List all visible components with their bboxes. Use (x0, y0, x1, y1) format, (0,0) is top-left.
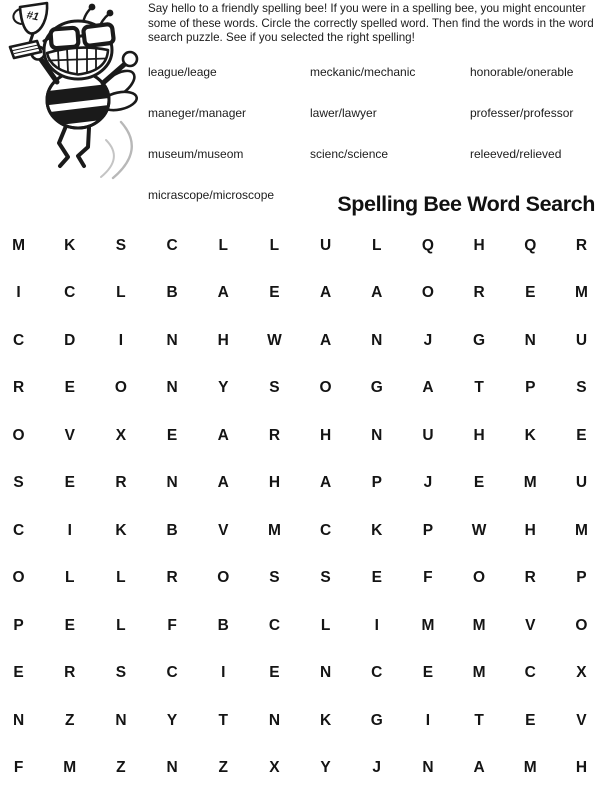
grid-letter: M (472, 664, 486, 682)
grid-letter: E (422, 664, 434, 682)
grid-letter: L (65, 569, 75, 587)
grid-letter: H (524, 521, 536, 539)
grid-letter: G (473, 331, 486, 349)
grid-letter: N (524, 331, 536, 349)
grid-letter: H (268, 474, 281, 492)
grid-letter: T (474, 711, 484, 729)
grid-letter: Y (218, 379, 229, 397)
grid-letter: F (13, 759, 24, 777)
word-pair: micrascope/microscope (148, 188, 275, 202)
word-pair: league/leage (148, 65, 217, 79)
grid-letter: N (166, 759, 178, 777)
grid-letter: N (268, 711, 281, 729)
grid-letter: Z (116, 759, 126, 777)
grid-letter: L (116, 284, 126, 302)
word-pair: maneger/manager (148, 106, 247, 120)
grid-letter: J (423, 474, 433, 492)
grid-letter: I (118, 331, 124, 349)
grid-letter: M (472, 616, 486, 634)
bee-antenna (89, 4, 96, 11)
grid-letter: C (166, 664, 178, 682)
grid-letter: P (576, 569, 587, 587)
grid-letter: R (473, 284, 485, 302)
grid-letter: M (421, 616, 435, 634)
motion-line-icon (113, 122, 132, 178)
grid-letter: N (371, 331, 383, 349)
grid-letter: N (166, 379, 178, 397)
word-pair: releeved/relieved (470, 147, 562, 161)
grid-letter: C (371, 664, 383, 682)
grid-letter: N (371, 426, 383, 444)
grid-letter: J (372, 759, 382, 777)
grid-letter: H (319, 426, 332, 444)
word-list-column-1 (148, 66, 274, 230)
grid-letter: Y (320, 759, 331, 777)
grid-letter: O (12, 426, 25, 444)
word-pair: honorable/onerable (470, 65, 574, 79)
grid-letter: E (473, 474, 485, 492)
word-pair: museum/museom (148, 147, 244, 161)
grid-letter: S (269, 379, 280, 397)
grid-letter: E (64, 616, 75, 634)
grid-letter: X (115, 426, 127, 444)
grid-letter: Q (524, 236, 537, 254)
grid-letter: I (425, 711, 431, 729)
grid-letter: E (269, 284, 280, 302)
grid-letter: C (319, 521, 332, 539)
grid-letter: L (116, 569, 126, 587)
grid-letter: V (218, 521, 229, 539)
grid-letter: G (370, 711, 383, 729)
grid-letter: K (319, 711, 332, 729)
grid-letter: H (473, 426, 485, 444)
grid-letter: R (524, 569, 536, 587)
grid-letter: K (524, 426, 536, 444)
grid-letter: N (166, 331, 178, 349)
grid-letter: R (12, 379, 25, 397)
grid-letter: M (63, 759, 77, 777)
grid-letter: P (371, 474, 382, 492)
grid-letter: V (525, 616, 536, 634)
grid-letter: M (267, 521, 281, 539)
bee-hand (123, 52, 137, 66)
bee-mascot-illustration (0, 0, 148, 188)
bee-antenna (107, 10, 114, 17)
grid-letter: M (574, 521, 588, 539)
grid-letter: O (575, 616, 588, 634)
grid-letter: R (115, 474, 127, 492)
grid-letter: O (319, 379, 332, 397)
grid-letter: S (269, 569, 280, 587)
grid-letter: A (319, 474, 332, 492)
grid-letter: L (218, 236, 228, 254)
grid-letter: H (473, 236, 485, 254)
instructions-text: Say hello to a friendly spelling bee! If you were in a spelling bee, you might encounter some of these words. Circle the correctly spelled word. Then find the words in the word search puzzle. See if you selected the right spelling! (148, 2, 594, 45)
grid-letter: K (115, 521, 127, 539)
grid-letter: R (166, 569, 178, 587)
grid-letter: S (115, 664, 127, 682)
grid-letter: U (319, 236, 332, 254)
grid-letter: A (217, 474, 229, 492)
grid-letter: L (269, 236, 280, 254)
grid-letter: W (267, 331, 282, 349)
grid-letter: C (12, 331, 25, 349)
grid-letter: N (166, 474, 178, 492)
grid-letter: O (421, 284, 434, 302)
grid-letter: H (217, 331, 229, 349)
grid-letter: P (422, 521, 434, 539)
grid-letter: N (319, 664, 332, 682)
grid-letter: F (423, 569, 433, 587)
grid-letter: E (525, 284, 536, 302)
word-pair: meckanic/mechanic (310, 65, 416, 79)
grid-letter: C (268, 616, 281, 634)
grid-letter: D (64, 331, 76, 349)
grid-letter: N (12, 711, 25, 729)
grid-letter: I (67, 521, 72, 539)
grid-letter: S (13, 474, 24, 492)
grid-letter: L (320, 616, 331, 634)
grid-letter: A (371, 284, 383, 302)
word-search-grid (0, 222, 600, 792)
grid-letter: U (422, 426, 434, 444)
grid-letter: Q (421, 236, 434, 254)
grid-letter: A (217, 426, 229, 444)
grid-letter: J (423, 331, 433, 349)
word-pair: scienc/science (310, 147, 389, 161)
grid-letter: S (115, 236, 127, 254)
bee-leg (59, 126, 68, 166)
grid-letter: R (64, 664, 76, 682)
grid-letter: U (575, 474, 588, 492)
grid-letter: Y (166, 711, 178, 729)
grid-letter: C (524, 664, 536, 682)
word-list-column-2 (310, 66, 415, 189)
grid-letter: M (523, 759, 537, 777)
grid-letter: W (471, 521, 487, 539)
word-list-column-3 (470, 66, 573, 189)
grid-letter: O (114, 379, 127, 397)
grid-letter: C (64, 284, 76, 302)
grid-letter: P (525, 379, 536, 397)
grid-letter: M (523, 474, 537, 492)
grid-letter: V (64, 426, 75, 444)
grid-letter: E (13, 664, 24, 682)
bee-leg (78, 128, 89, 166)
word-pair: professer/professor (470, 106, 574, 120)
grid-letter: G (370, 379, 383, 397)
grid-letter: E (525, 711, 536, 729)
grid-letter: A (473, 759, 485, 777)
grid-letter: B (166, 284, 178, 302)
grid-letter: L (372, 236, 382, 254)
grid-letter: C (12, 521, 25, 539)
grid-letter: I (221, 664, 226, 682)
grid-letter: E (64, 379, 75, 397)
grid-letter: B (217, 616, 229, 634)
grid-letter: E (371, 569, 382, 587)
grid-letter: B (166, 521, 178, 539)
grid-letter: X (576, 664, 587, 682)
grid-letter: T (218, 711, 228, 729)
grid-letter: R (575, 236, 588, 254)
grid-letter: O (473, 569, 486, 587)
grid-letter: O (217, 569, 230, 587)
grid-letter: E (166, 426, 178, 444)
grid-letter: T (474, 379, 484, 397)
grid-letter: X (269, 759, 280, 777)
grid-letter: O (12, 569, 25, 587)
grid-letter: M (12, 236, 26, 254)
grid-letter: M (574, 284, 588, 302)
grid-letter: P (13, 616, 24, 634)
grid-letter: I (374, 616, 379, 634)
grid-letter: R (268, 426, 281, 444)
word-pair: lawer/lawyer (310, 106, 377, 120)
grid-letter: N (422, 759, 434, 777)
grid-letter: N (115, 711, 127, 729)
trophy-label: #1 (25, 9, 40, 24)
grid-letter: A (319, 331, 332, 349)
grid-letter: H (575, 759, 588, 777)
grid-letter: K (64, 236, 76, 254)
grid-letter: E (576, 426, 587, 444)
grid-letter: Z (65, 711, 75, 729)
grid-letter: L (116, 616, 126, 634)
grid-letter: C (166, 236, 178, 254)
grid-letter: E (269, 664, 280, 682)
grid-letter: V (576, 711, 587, 729)
grid-letter: U (575, 331, 588, 349)
grid-letter: K (371, 521, 383, 539)
grid-letter: S (576, 379, 587, 397)
grid-letter: A (422, 379, 434, 397)
grid-letter: F (167, 616, 177, 634)
grid-letter: A (217, 284, 229, 302)
motion-line-icon (101, 140, 114, 177)
page-title: Spelling Bee Word Search (337, 192, 595, 216)
grid-letter: I (16, 284, 21, 302)
grid-letter: E (64, 474, 75, 492)
grid-letter: A (319, 284, 332, 302)
grid-letter: Z (218, 759, 228, 777)
grid-letter: S (320, 569, 331, 587)
